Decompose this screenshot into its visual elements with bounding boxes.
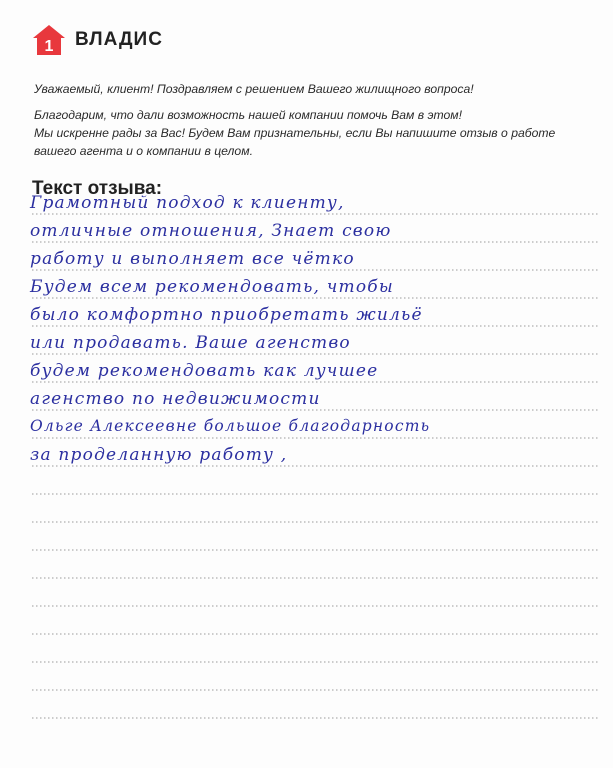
thanks-line-2: Мы искренне рады за Вас! Будем Вам признательны, если Вы напишите отзыв о работе [34, 126, 556, 140]
review-label: Текст отзыва: [32, 178, 163, 199]
handwritten-line-5: было комфортно приобретать жильё [30, 305, 423, 325]
handwritten-line-6: или продавать. Ваше агенство [30, 333, 351, 353]
logo-number: 1 [44, 38, 54, 55]
handwritten-line-4: Будем всем рекомендовать, чтобы [30, 277, 394, 297]
handwritten-line-7: будем рекомендовать как лучшее [30, 361, 379, 381]
thanks-line-1: Благодарим, что дали возможность нашей компании помочь Вам в этом! [34, 108, 463, 122]
handwritten-line-3: работу и выполняет все чётко [30, 249, 355, 269]
handwritten-line-10: за проделанную работу , [30, 445, 288, 465]
handwritten-line-2: отличные отношения, Знает свою [30, 221, 392, 241]
handwritten-line-9: Ольге Алексеевне большое благодарность [30, 417, 431, 435]
handwritten-line-8: агенство по недвижимости [30, 389, 321, 409]
brand-name: ВЛАДИС [75, 29, 163, 50]
thanks-line-3: вашего агента и о компании в целом. [34, 144, 253, 158]
handwritten-line-1: Грамотный подход к клиенту, [30, 193, 345, 213]
greeting-paragraph: Уважаемый, клиент! Поздравляем с решением Вашего жилищного вопроса! [34, 82, 474, 96]
